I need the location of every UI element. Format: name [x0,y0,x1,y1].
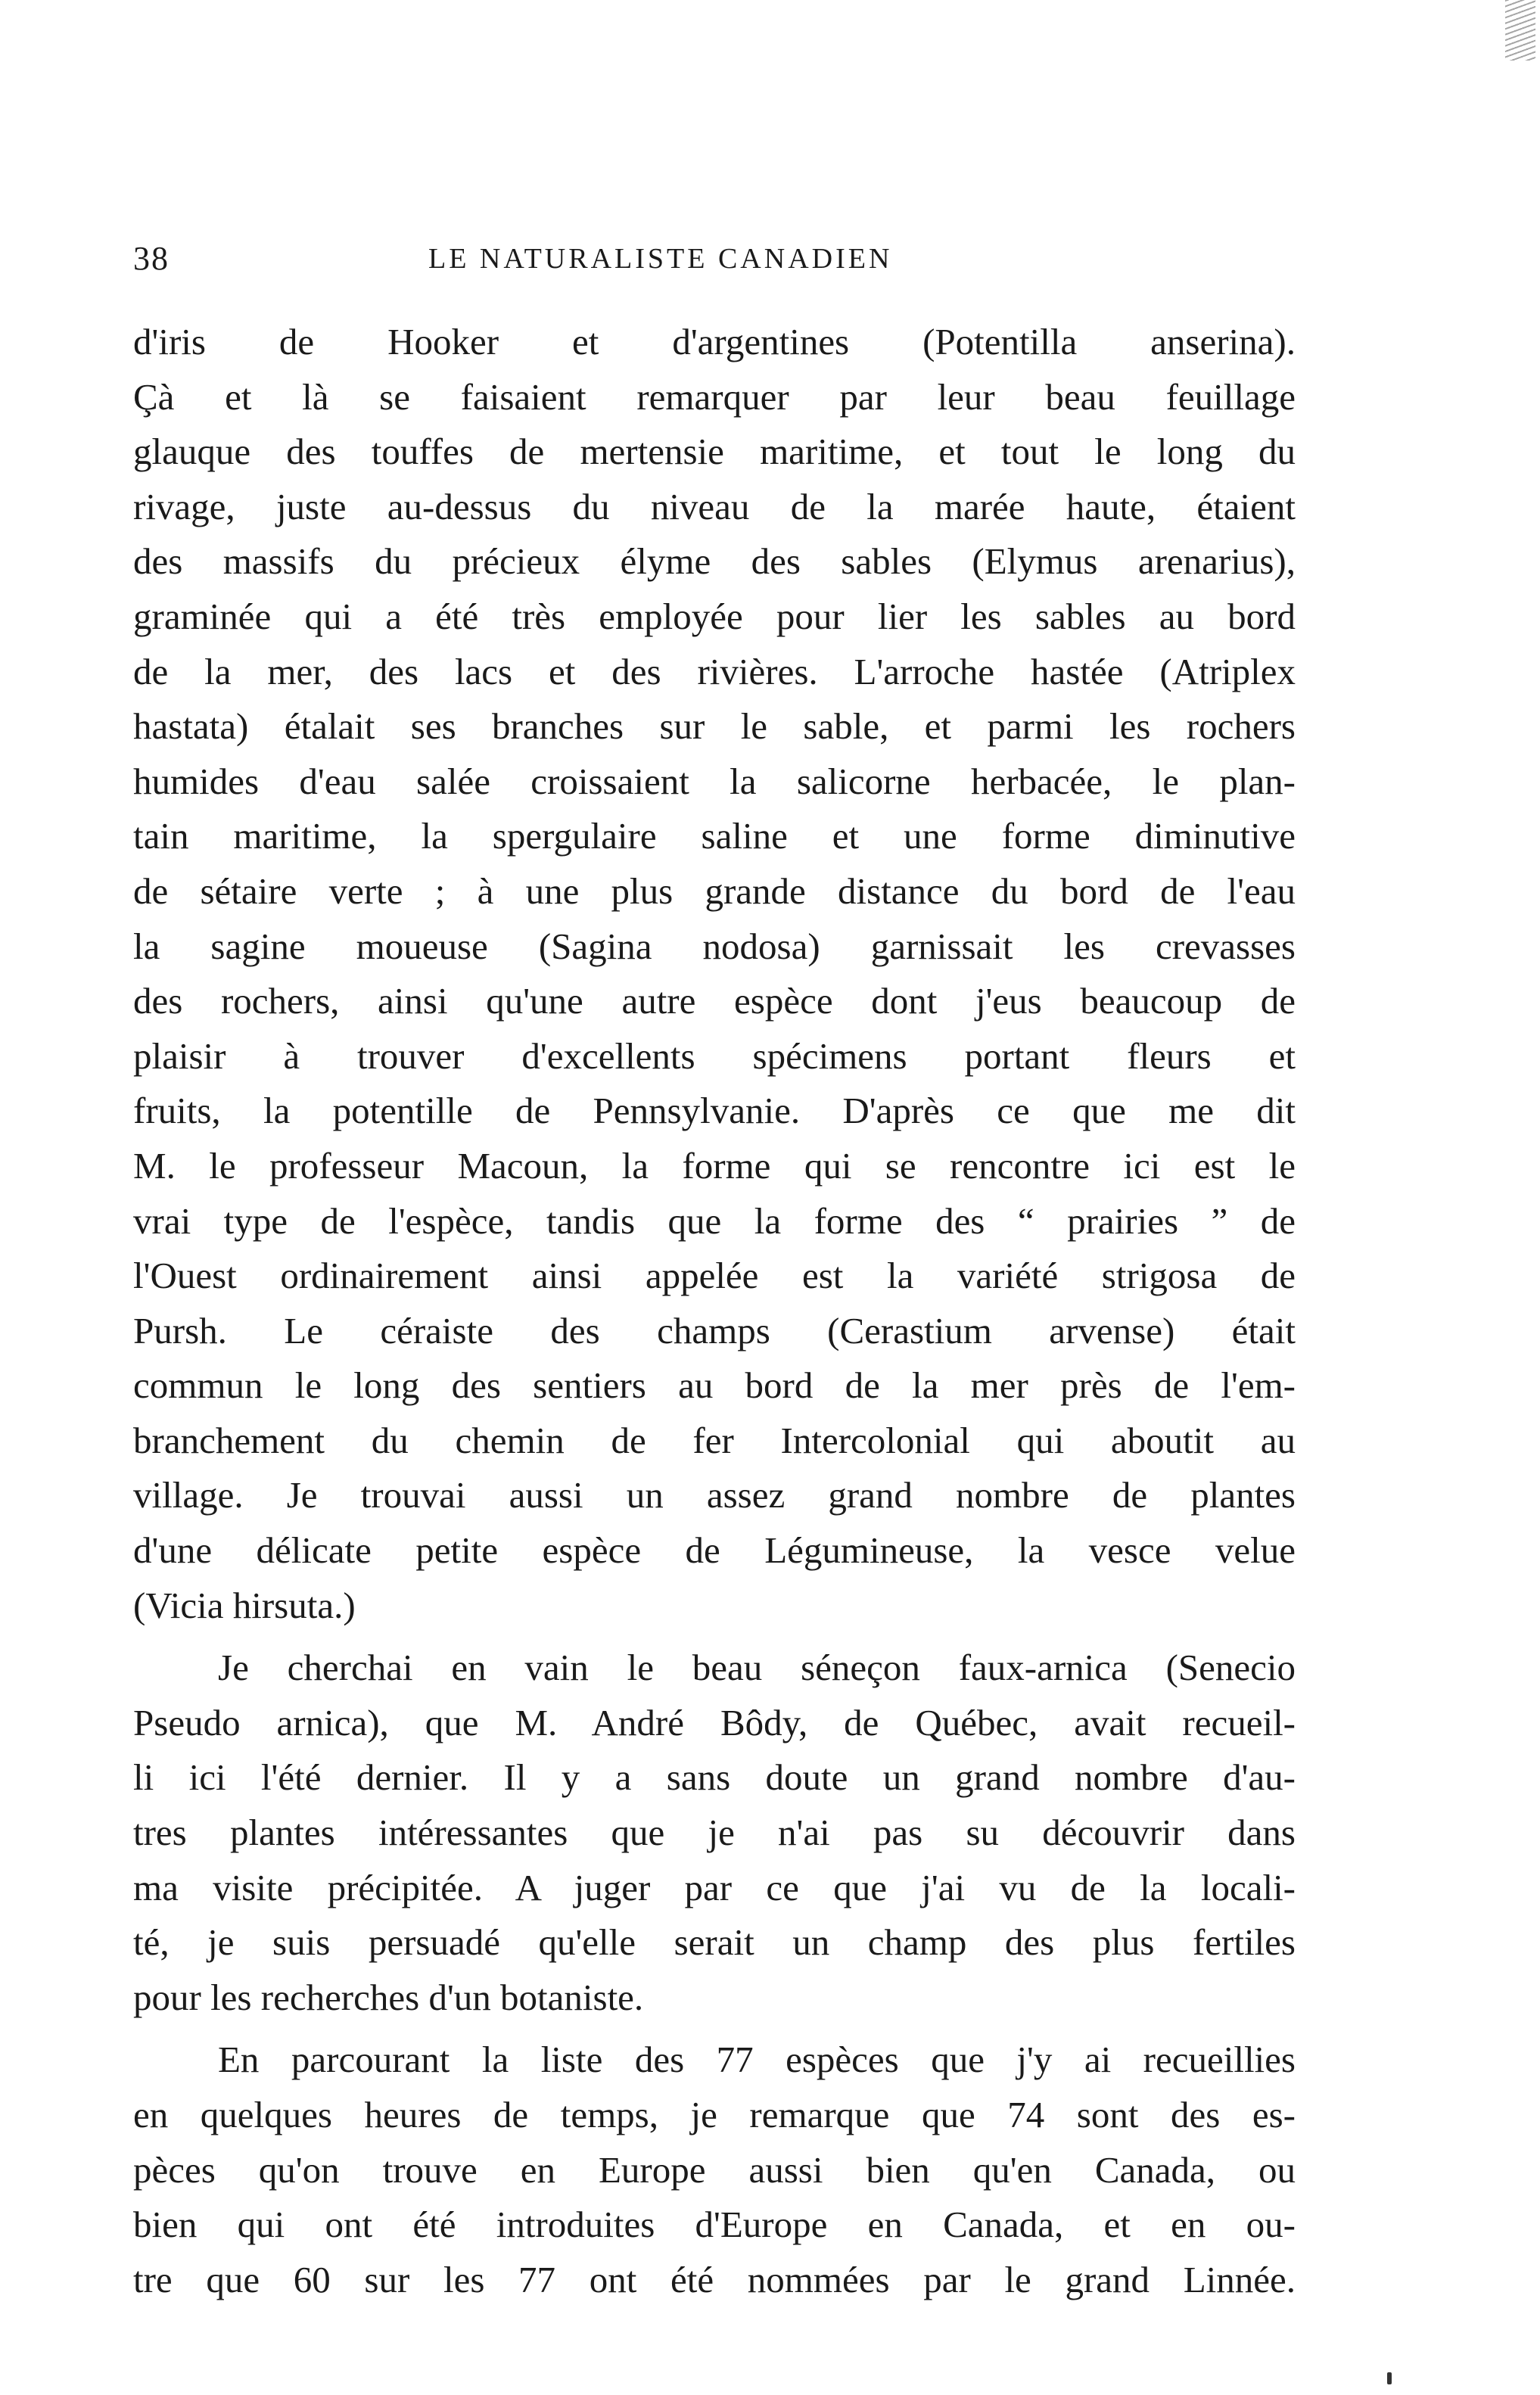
text-line: glauque des touffes de mertensie maritime, et tout le long du [133,431,1296,473]
text-line: d'une délicate petite espèce de Légumineuse, la vesce velue [133,1529,1296,1572]
body-text [133,315,1296,2307]
text-line: tres plantes intéressantes que je n'ai pas su découvrir dans [133,1812,1296,1854]
scan-edge-mark [1505,0,1535,61]
text-line: Je cherchai en vain le beau séneçon faux-arnica (Senecio [218,1647,1296,1689]
text-line: l'Ouest ordinairement ainsi appelée est la variété strigosa de [133,1255,1296,1297]
text-line: de la mer, des lacs et des rivières. L'arroche hastée (Atriplex [133,650,1296,692]
text-line: li ici l'été dernier. Il y a sans doute un grand nombre d'au- [133,1756,1296,1799]
text-line: humides d'eau salée croissaient la salicorne herbacée, le plan- [133,760,1296,802]
text-line: fruits, la potentille de Pennsylvanie. D'après ce que me dit [133,1090,1296,1132]
text-line: En parcourant la liste des 77 espèces que j'y ai recueillies [218,2039,1296,2081]
text-line: de sétaire verte ; à une plus grande distance du bord de l'eau [133,869,1296,912]
text-line: pour les recherches d'un botaniste. [133,1976,644,2018]
text-line: tre que 60 sur les 77 ont été nommées par le grand Linnée. [133,2258,1296,2300]
text-line: Pseudo arnica), que M. André Bôdy, de Québec, avait recueil- [133,1701,1296,1743]
running-head [133,239,1299,285]
text-line: Pursh. Le céraiste des champs (Cerastium arvense) était [133,1309,1296,1351]
text-line: branchement du chemin de fer Intercolonial qui aboutit au [133,1419,1296,1461]
scan-speck [1387,2372,1392,2384]
text-line: (Vicia hirsuta.) [133,1584,356,1626]
text-line: commun le long des sentiers au bord de la mer près de l'em- [133,1364,1296,1407]
paragraph [133,315,1296,1633]
text-line: pèces qu'on trouve en Europe aussi bien qu'en Canada, ou [133,2148,1296,2191]
running-title: LE NATURALISTE CANADIEN [428,243,893,275]
text-line: hastata) étalait ses branches sur le sable, et parmi les rochers [133,705,1296,748]
text-line: Çà et là se faisaient remarquer par leur beau feuillage [133,375,1296,418]
text-line: la sagine moueuse (Sagina nodosa) garnissait les crevasses [133,925,1296,967]
text-line: plaisir à trouver d'excellents spécimens portant fleurs et [133,1034,1296,1077]
text-line: des massifs du précieux élyme des sables (Elymus arenarius), [133,540,1296,583]
paragraph-gap [133,1633,1296,1641]
text-line: des rochers, ainsi qu'une autre espèce dont j'eus beaucoup de [133,980,1296,1022]
text-line: bien qui ont été introduites d'Europe en Canada, et en ou- [133,2204,1296,2246]
paragraph [133,2033,1296,2307]
text-line: M. le professeur Macoun, la forme qui se rencontre ici est le [133,1144,1296,1187]
paragraph-gap [133,2025,1296,2033]
text-line: village. Je trouvai aussi un assez grand nombre de plantes [133,1474,1296,1516]
text-line: té, je suis persuadé qu'elle serait un champ des plus fertiles [133,1921,1296,1964]
text-line: graminée qui a été très employée pour lier les sables au bord [133,595,1296,637]
text-line: ma visite précipitée. A juger par ce que j'ai vu de la locali- [133,1866,1296,1908]
paragraph [133,1641,1296,2025]
text-line: d'iris de Hooker et d'argentines (Potentilla anserina). [133,321,1296,362]
text-line: tain maritime, la spergulaire saline et une forme diminutive [133,815,1296,857]
text-line: rivage, juste au-dessus du niveau de la marée haute, étaient [133,485,1296,527]
page-number: 38 [133,240,170,277]
text-line: en quelques heures de temps, je remarque que 74 sont des es- [133,2094,1296,2135]
text-line: vrai type de l'espèce, tandis que la forme des “ prairies ” de [133,1199,1296,1242]
